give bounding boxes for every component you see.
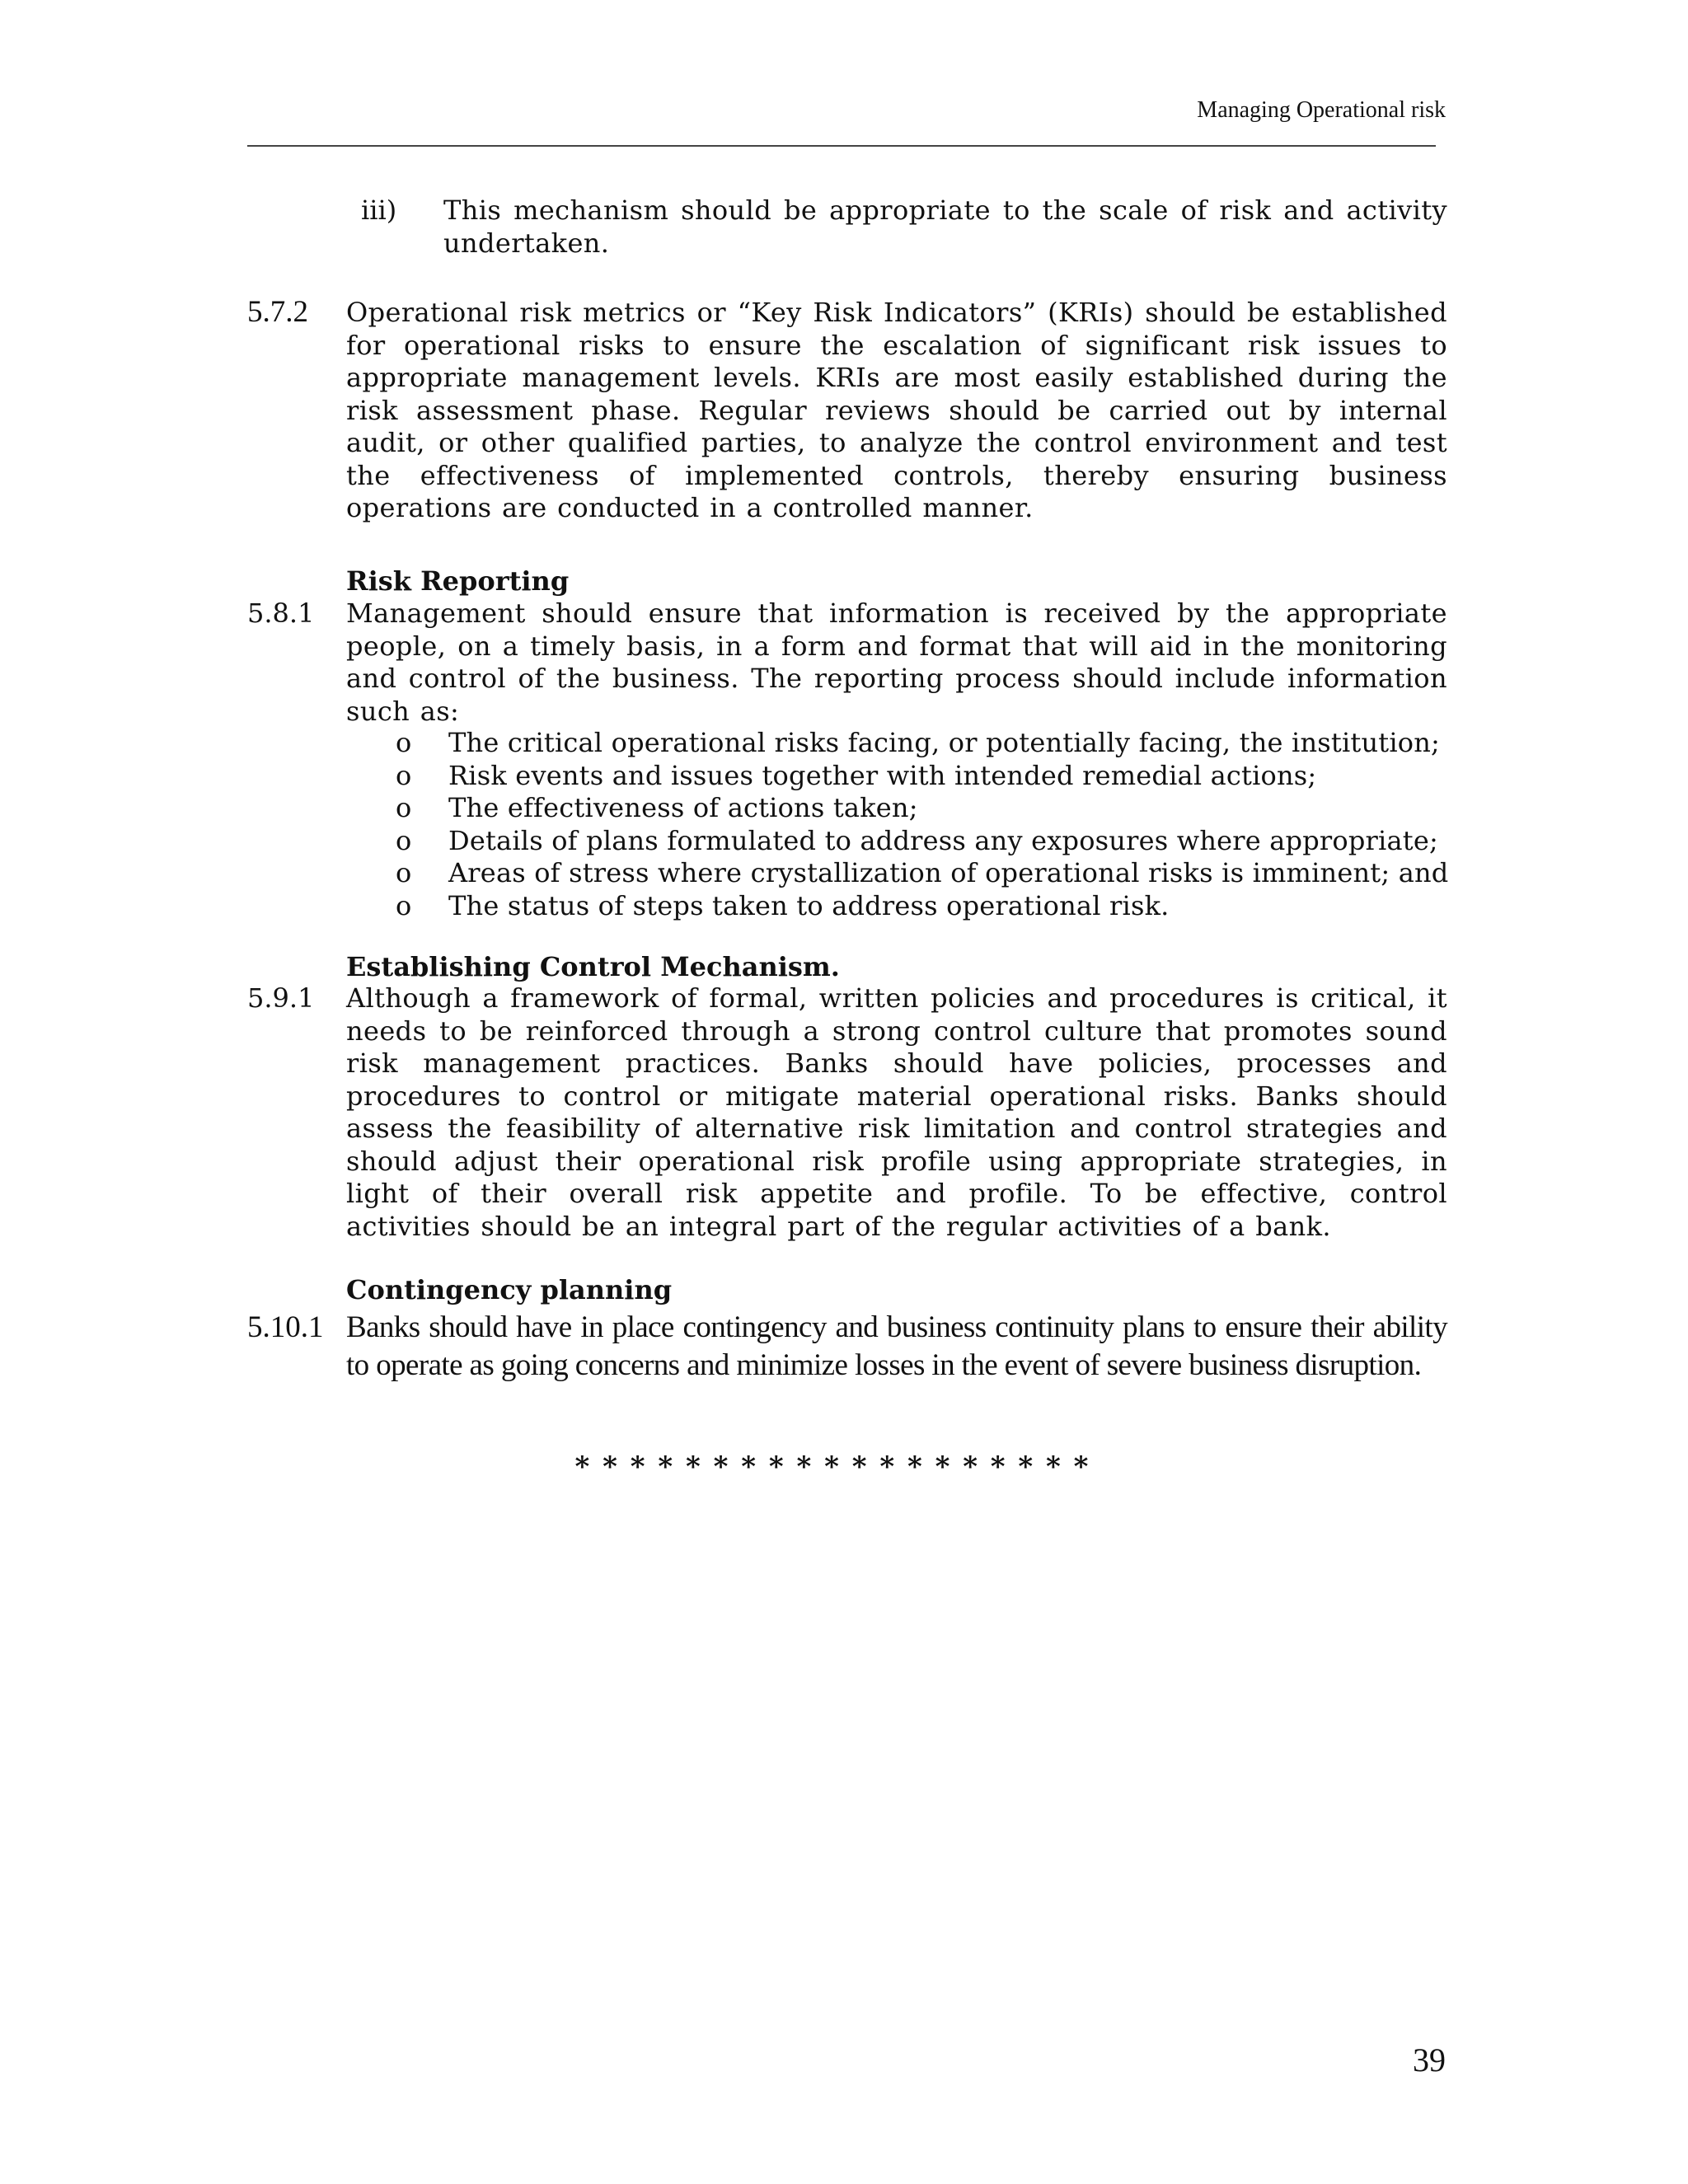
- header-rule: [247, 145, 1436, 147]
- bullet-marker: o: [396, 857, 412, 888]
- end-separator: * * * * * * * * * * * * * * * * * * *: [574, 1451, 1090, 1483]
- section-paragraph: Although a framework of formal, written policies and procedures is critical, it needs to be reinforced through a strong control culture that promotes sound risk management practices. Banks should have policies, processes and procedures to control or mitigate material operational risks. Banks should assess the feasibility of alternative risk limitation and control strategies and should adjust their operational risk profile using appropriate strategies, in light of their overall risk appetite and profile. To be effective, control activities should be an integral part of the regular activities of a bank.: [346, 982, 1447, 1242]
- section-heading-risk-reporting: Risk Reporting: [346, 565, 570, 597]
- reporting-bullet-list: [396, 727, 1451, 922]
- running-header: Managing Operational risk: [1197, 97, 1446, 123]
- list-item: o The critical operational risks facing, or potentially facing, the institution;: [396, 727, 1441, 758]
- section-paragraph: Operational risk metrics or “Key Risk Indicators” (KRIs) should be established for operational risks to ensure the escalation of significant risk issues to appropriate management levels. KRIs are most easily established during the risk assessment phase. Regular reviews should be carried out by internal audit, or other qualified parties, to analyze the control environment and test the effectiveness of implemented controls, thereby ensuring business operations are conducted in a controlled manner.: [346, 297, 1447, 523]
- item-label: iii): [361, 194, 397, 226]
- list-item: o The status of steps taken to address operational risk.: [396, 889, 1170, 921]
- section-number: 5.7.2: [247, 295, 308, 329]
- list-item: o Risk events and issues together with intended remedial actions;: [396, 759, 1317, 791]
- list-item: o Details of plans formulated to address any exposures where appropriate;: [396, 824, 1438, 856]
- section-number: 5.9.1: [247, 982, 315, 1014]
- bullet-marker: o: [396, 759, 412, 791]
- bullet-marker: o: [396, 824, 412, 856]
- list-item: o The effectiveness of actions taken;: [396, 792, 918, 823]
- bullet-marker: o: [396, 727, 412, 758]
- bullet-marker: o: [396, 889, 412, 921]
- bullet-marker: o: [396, 792, 412, 823]
- section-number: 5.10.1: [247, 1310, 324, 1344]
- section-heading-control-mechanism: Establishing Control Mechanism.: [346, 951, 840, 982]
- section-paragraph: Management should ensure that information is received by the appropriate people, on a timely basis, in a form and format that will aid in the monitoring and control of the business. The reporting process should include information such as:: [346, 598, 1447, 727]
- list-item: o Areas of stress where crystallization of operational risks is imminent; and: [396, 857, 1449, 888]
- section-paragraph: Banks should have in place contingency and business continuity plans to ensure their ability to operate as going concerns and minimize losses in the event of severe business disruption.: [346, 1310, 1447, 1382]
- page-number: 39: [1413, 2041, 1446, 2079]
- item-text: This mechanism should be appropriate to the scale of risk and activity undertaken.: [443, 194, 1447, 259]
- section-heading-contingency: Contingency planning: [346, 1274, 673, 1305]
- section-number: 5.8.1: [247, 598, 315, 629]
